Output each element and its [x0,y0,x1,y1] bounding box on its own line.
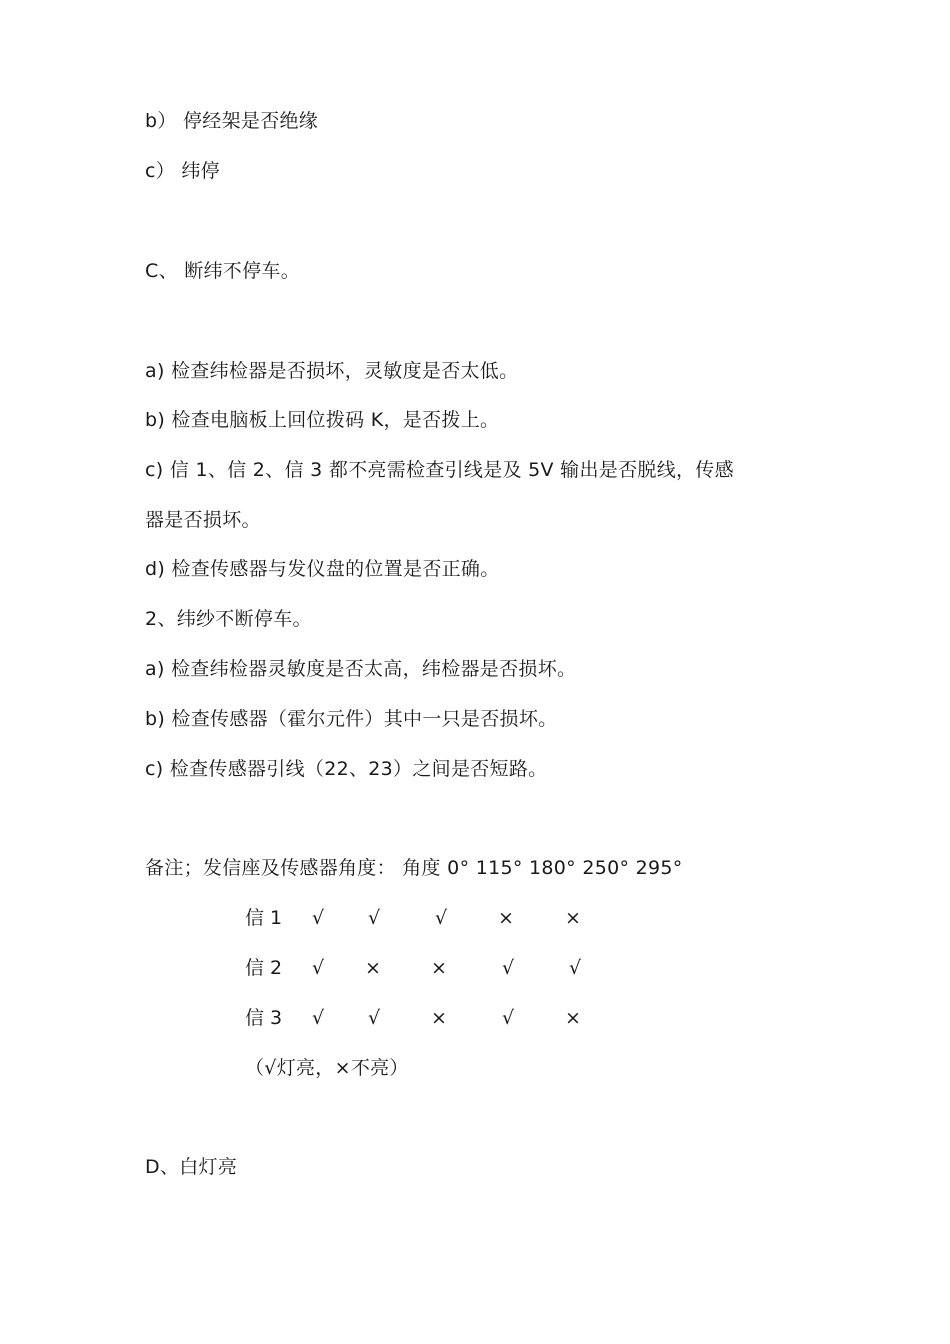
text-line: b) 检查电脑板上回位拨码 K，是否拨上。 [145,409,500,431]
text-line: c） 纬停 [145,160,220,182]
text-line: b) 检查传感器（霍尔元件）其中一只是否损坏。 [145,708,558,730]
section-heading: 2、纬纱不断停车。 [145,608,312,630]
signal-label: 信 1 [245,907,283,929]
signal-cell: √ [434,907,448,929]
signal-cell: √ [311,1007,325,1029]
signal-label: 信 3 [245,1007,283,1029]
text-line: a) 检查纬检器是否损坏，灵敏度是否太低。 [145,360,519,382]
signal-cell: √ [367,907,381,929]
section-heading: C、 断纬不停车。 [145,260,301,282]
text-line: a) 检查纬检器灵敏度是否太高，纬检器是否损坏。 [145,658,577,680]
signal-cell: √ [311,907,325,929]
text-line: d) 检查传感器与发仪盘的位置是否正确。 [145,558,500,580]
signal-cell: × [431,1007,447,1029]
signal-cell: × [498,907,514,929]
signal-cell: √ [501,957,515,979]
signal-cell: × [365,957,381,979]
text-line: 器是否损坏。 [145,509,261,531]
text-line: c) 信 1、信 2、信 3 都不亮需检查引线是及 5V 输出是否脱线，传感 [145,459,734,481]
note-angles-line: 备注；发信座及传感器角度： 角度 0° 115° 180° 250° 295° [145,857,683,879]
signal-cell: × [431,957,447,979]
signal-cell: √ [311,957,325,979]
section-heading: D、白灯亮 [145,1156,238,1178]
signal-label: 信 2 [245,957,283,979]
signal-cell: × [565,1007,581,1029]
signal-cell: √ [367,1007,381,1029]
signal-legend: （√灯亮，×不亮） [245,1057,409,1079]
signal-cell: √ [501,1007,515,1029]
text-line: c) 检查传感器引线（22、23）之间是否短路。 [145,758,548,780]
signal-cell: × [565,907,581,929]
text-line: b） 停经架是否绝缘 [145,110,319,132]
signal-cell: √ [568,957,582,979]
